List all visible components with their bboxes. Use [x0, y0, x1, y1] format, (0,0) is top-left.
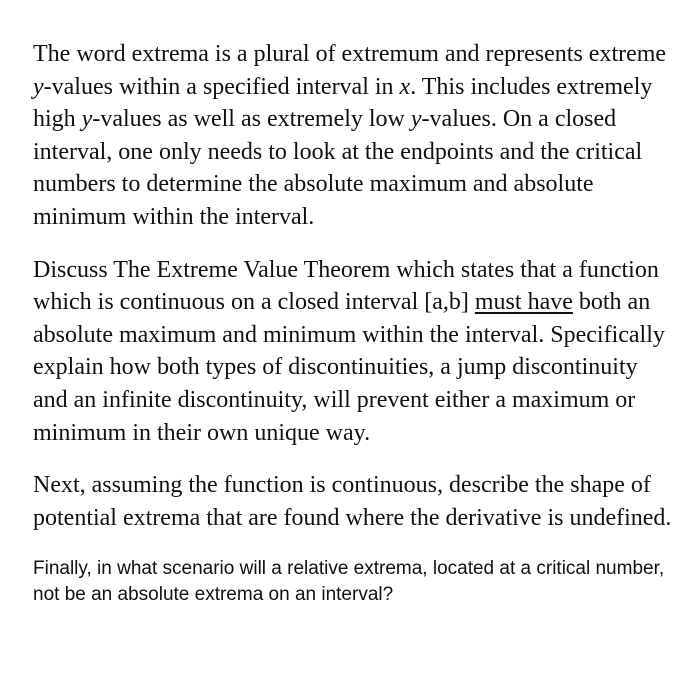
p1-text-1: The word extrema is a plural of extremum and represents extreme [33, 41, 667, 67]
p1-text-2: -values within a specified interval in [43, 73, 400, 100]
paragraph-derivative-undefined [33, 469, 673, 534]
paragraph-extrema-definition [33, 38, 673, 234]
p1-var-y-2: y [81, 106, 93, 133]
paragraph-extreme-value-theorem [33, 254, 673, 450]
p4-text: Finally, in what scenario will a relative extrema, located at a critical number, not be an absolute extrema on an interval? [33, 558, 665, 606]
paragraph-relative-extrema-question [33, 556, 673, 608]
p1-var-x: x [399, 73, 411, 100]
p2-underlined-must-have: must have [474, 289, 573, 316]
p1-var-y-3: y [410, 106, 422, 133]
p1-text-4: -values as well as extremely low [92, 106, 411, 133]
document-body [33, 38, 673, 608]
p1-var-y-1: y [33, 73, 44, 100]
p2-text-2: both an absolute maximum and minimum within the interval. Specifically explain how both types of discontinuities, a jump discontinuity and an infinite discontinuity, will prevent either a maximum or minimum in their own unique way. [33, 289, 665, 446]
p1-text-3: . This includes extremely high [33, 73, 653, 133]
p3-text: Next, assuming the function is continuous, describe the shape of potential extrema that are found where the derivative is undefined. [33, 472, 672, 531]
p1-text-5: -values. On a closed interval, one only needs to look at the endpoints and the critical numbers to determine the absolute maximum and absolute minimum within the interval. [33, 106, 643, 230]
p2-text-1: Discuss The Extreme Value Theorem which states that a function which is continuous on a closed interval [a,b] [33, 256, 659, 316]
